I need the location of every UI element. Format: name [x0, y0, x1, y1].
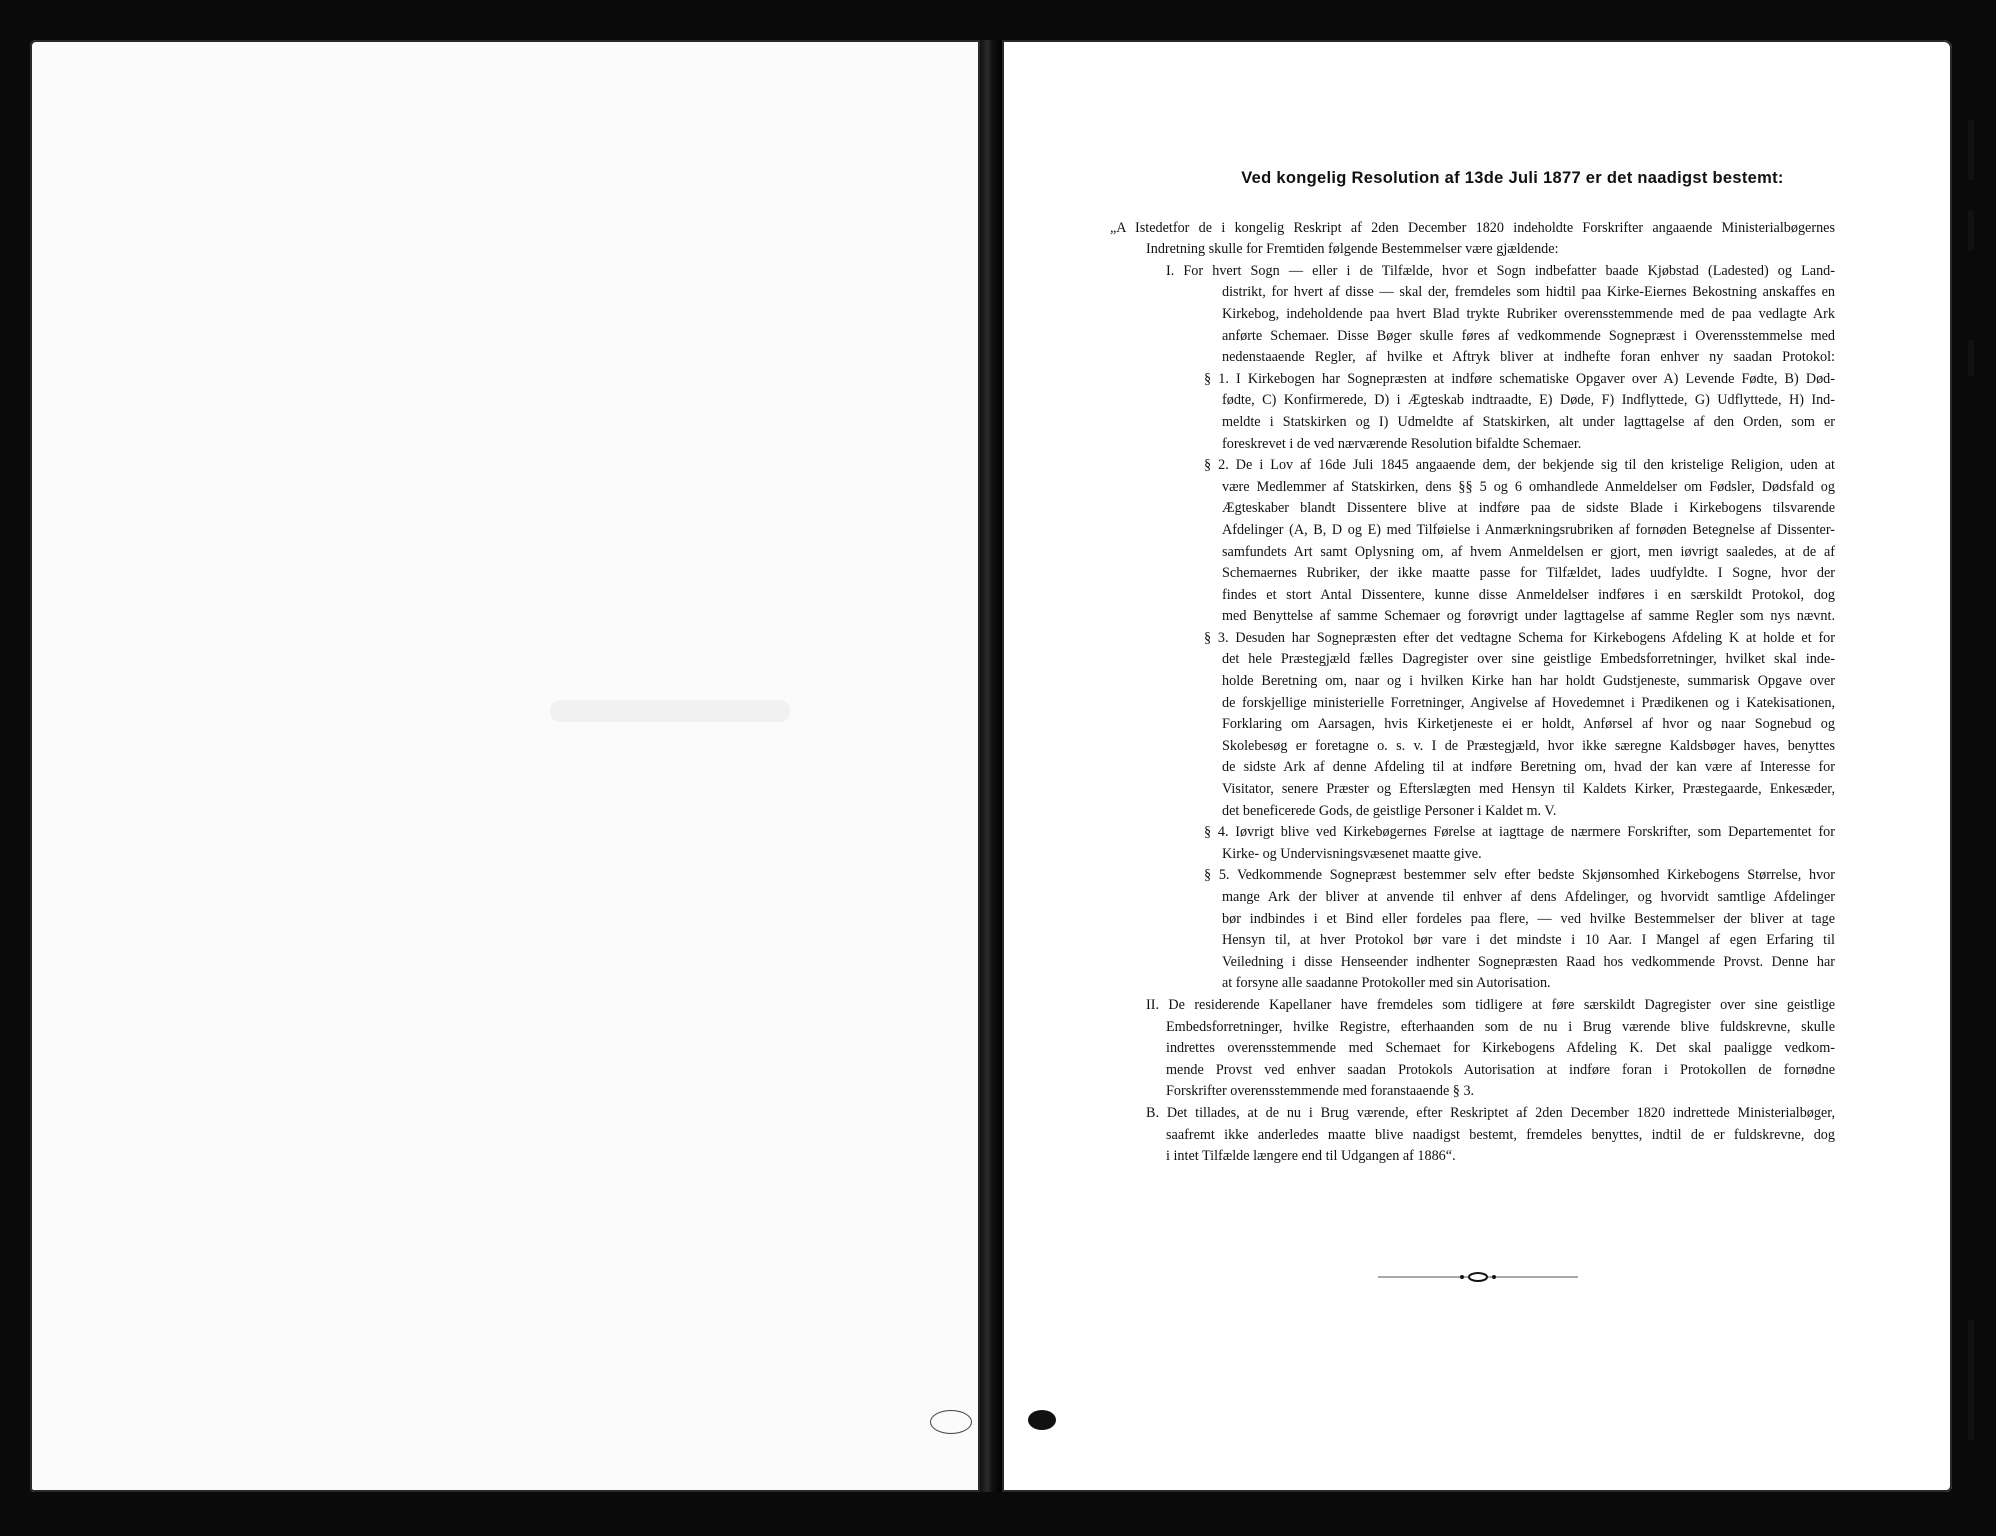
text-line: Forklaring om Aarsagen, hvis Kirketjeneste ei er holdt, Anførsel af hvor og naar Sognebud og: [1222, 716, 1835, 733]
text-line: mende Provst ved enhver saadan Protokols Autorisation at indføre foran i Protokollen de fornødne: [1166, 1061, 1835, 1078]
text-line: Visitator, senere Præster og Efterslægten med Hensyn til Kaldets Kirker, Præstegaarde, Enkesæder,: [1222, 781, 1835, 798]
text-line: saafremt ikke anderledes maatte blive naadigst bestemt, fremdeles benyttes, indtil de er fuldskrevne, dog: [1166, 1126, 1835, 1143]
text-line: „A Istedetfor de i kongelig Reskript af 2den December 1820 indeholdte Forskrifter angaaende Ministerialbøgernes: [1110, 219, 1835, 236]
page-edge-mark-top: [1968, 120, 1974, 180]
text-line: findes et stort Antal Dissentere, kunne disse Anmeldelser indføres i en særskildt Protokol, dog: [1222, 586, 1835, 603]
text-line: det hele Præstegjæld fælles Dagregister over sine geistlige Embedsforretninger, hvilket skal inde-: [1222, 651, 1835, 668]
text-line: Skolebesøg er foretagne o. s. v. I de Præstegjæld, hvor ikke særegne Kaldsbøger haves, benyttes: [1222, 737, 1835, 754]
text-line: distrikt, for hvert af disse — skal der, fremdeles som hidtil paa Kirke-Eiernes Bekostning anskaffes en: [1222, 284, 1835, 301]
left-page-bleedthrough: [550, 700, 790, 722]
text-line: Ægteskaber blandt Dissentere blive at indføre paa de sidste Blade i Kirkebogens tilsvarende: [1222, 500, 1835, 517]
text-line: I. For hvert Sogn — eller i de Tilfælde, hvor et Sogn indbefatter baade Kjøbstad (Ladested) og Land-: [1166, 262, 1835, 279]
section-end-ornament: [1378, 1270, 1578, 1284]
text-line: B. Det tillades, at de nu i Brug værende, efter Reskriptet af 2den December 1820 indrettede Ministerialbøger,: [1146, 1104, 1835, 1121]
text-line: anførte Schemaer. Disse Bøger skulle føres af vedkommende Sognepræst i Overensstemmelse med: [1222, 327, 1835, 344]
text-line: Hensyn til, at hver Protokol bør vare i det mindste i 10 Aar. I Mangel af egen Erfaring til: [1222, 932, 1835, 949]
text-line: Kirkebog, indeholdende paa hvert Blad trykte Rubriker overensstemmende med de paa vedlagte Ark: [1222, 305, 1835, 322]
text-line: meldte i Statskirken og I) Udmeldte af Statskirken, alt under lagttagelse af den Orden, som er: [1222, 413, 1835, 430]
text-line: nedenstaaende Regler, af hvilke et Aftryk bliver at indhefte foran enhver ny saadan Protokol:: [1222, 349, 1835, 366]
book-spine: [980, 40, 1002, 1492]
page-edge-mark-bottom: [1968, 1320, 1974, 1440]
text-line: holde Beretning om, naar og i hvilken Kirke han har holdt Gudstjeneste, summarisk Opgave over: [1222, 673, 1835, 690]
page-edge-mark-middle: [1968, 340, 1974, 376]
text-line: indrettes overensstemmende med Schemaet for Kirkebogens Afdeling K. Det skal paaligge vedkom-: [1166, 1040, 1835, 1057]
text-line: § 2. De i Lov af 16de Juli 1845 angaaende dem, der bekjende sig til den kristelige Religion, uden at: [1204, 457, 1835, 474]
text-line: § 3. Desuden har Sognepræsten efter det vedtagne Schema for Kirkebogens Afdeling K at holde et for: [1204, 629, 1835, 646]
text-line: de sidste Ark af denne Afdeling til at indføre Beretning om, hvad der kan være af Interesse for: [1222, 759, 1835, 776]
text-line: i intet Tilfælde længere end til Udgangen af 1886“.: [1166, 1148, 1456, 1165]
text-line: § 5. Vedkommende Sognepræst bestemmer selv efter bedste Skjønsomhed Kirkebogens Størrelse, hvor: [1204, 867, 1835, 884]
text-line: foreskrevet i de ved nærværende Resolution bifaldte Schemaer.: [1222, 435, 1582, 452]
text-line: fødte, C) Konfirmerede, D) i Ægteskab indtraadte, E) Døde, F) Indflyttede, G) Udflyttede, H) Ind-: [1222, 392, 1835, 409]
text-line: mange Ark der bliver at anvende til enhver af dens Afdelinger, og hvorvidt samtlige Afdelinger: [1222, 889, 1835, 905]
text-line: bør indbindes i et Bind eller fordeles paa flere, — ved hvilke Bestemmelser der bliver at tage: [1222, 910, 1835, 927]
text-line: de forskjellige ministerielle Forretninger, Angivelse af Hovedemnet i Prædikenen og i Katekisationen,: [1222, 694, 1835, 711]
text-line: Forskrifter overensstemmende med foranstaaende § 3.: [1166, 1083, 1475, 1100]
page-title: Ved kongelig Resolution af 13de Juli 1877 er det naadigst bestemt:: [1241, 169, 1784, 187]
left-page-oval-mark: [930, 1410, 972, 1434]
text-line: Embedsforretninger, hvilke Registre, efterhaanden som de nu i Brug værende blive fuldskrevne, skulle: [1166, 1018, 1835, 1035]
text-line: med Benyttelse af samme Schemaer og forøvrigt under lagttagelse af samme Regler som nys nævnt.: [1222, 608, 1835, 625]
text-line: Schemaernes Rubriker, der ikke maatte passe for Tilfældet, lades uudfyldte. I Sogne, hvor der: [1222, 565, 1835, 582]
resolution-text: [1110, 168, 1835, 1168]
text-line: II. De residerende Kapellaner have fremdeles som tidligere at føre særskildt Dagregister over sine geistlige: [1146, 996, 1835, 1013]
left-page-blank: [30, 40, 980, 1492]
text-line: Kirke- og Undervisningsvæsenet maatte give.: [1222, 845, 1482, 862]
text-line: Indretning skulle for Fremtiden følgende Bestemmelser være gjældende:: [1146, 241, 1559, 258]
page-edge-mark-upper: [1968, 210, 1974, 250]
text-line: Veiledning i disse Henseender indhenter Sognepræsten Raad hos vedkommende Provst. Denne har: [1222, 953, 1835, 970]
right-page-ink-blot: [1028, 1410, 1056, 1430]
text-line: at forsyne alle saadanne Protokoller med sin Autorisation.: [1222, 975, 1551, 992]
text-line: § 1. I Kirkebogen har Sognepræsten at indføre schematiske Opgaver over A) Levende Fødte, B) Død-: [1204, 370, 1835, 387]
text-line: Afdelinger (A, B, D og E) med Tilføielse i Anmærkningsrubriken af fornøden Betegnelse af Dissenter-: [1222, 521, 1835, 538]
text-line: være Medlemmer af Statskirken, dens §§ 5 og 6 omhandlede Anmeldelser om Fødsler, Dødsfald og: [1222, 478, 1835, 495]
text-line: samfundets Art samt Oplysning om, af hvem Anmeldelsen er gjort, men iøvrigt saaledes, at de af: [1222, 543, 1835, 560]
text-line: § 4. Iøvrigt blive ved Kirkebøgernes Førelse at iagttage de nærmere Forskrifter, som Departementet for: [1204, 824, 1835, 841]
text-line: det beneficerede Gods, de geistlige Personer i Kaldet m. V.: [1222, 802, 1557, 819]
